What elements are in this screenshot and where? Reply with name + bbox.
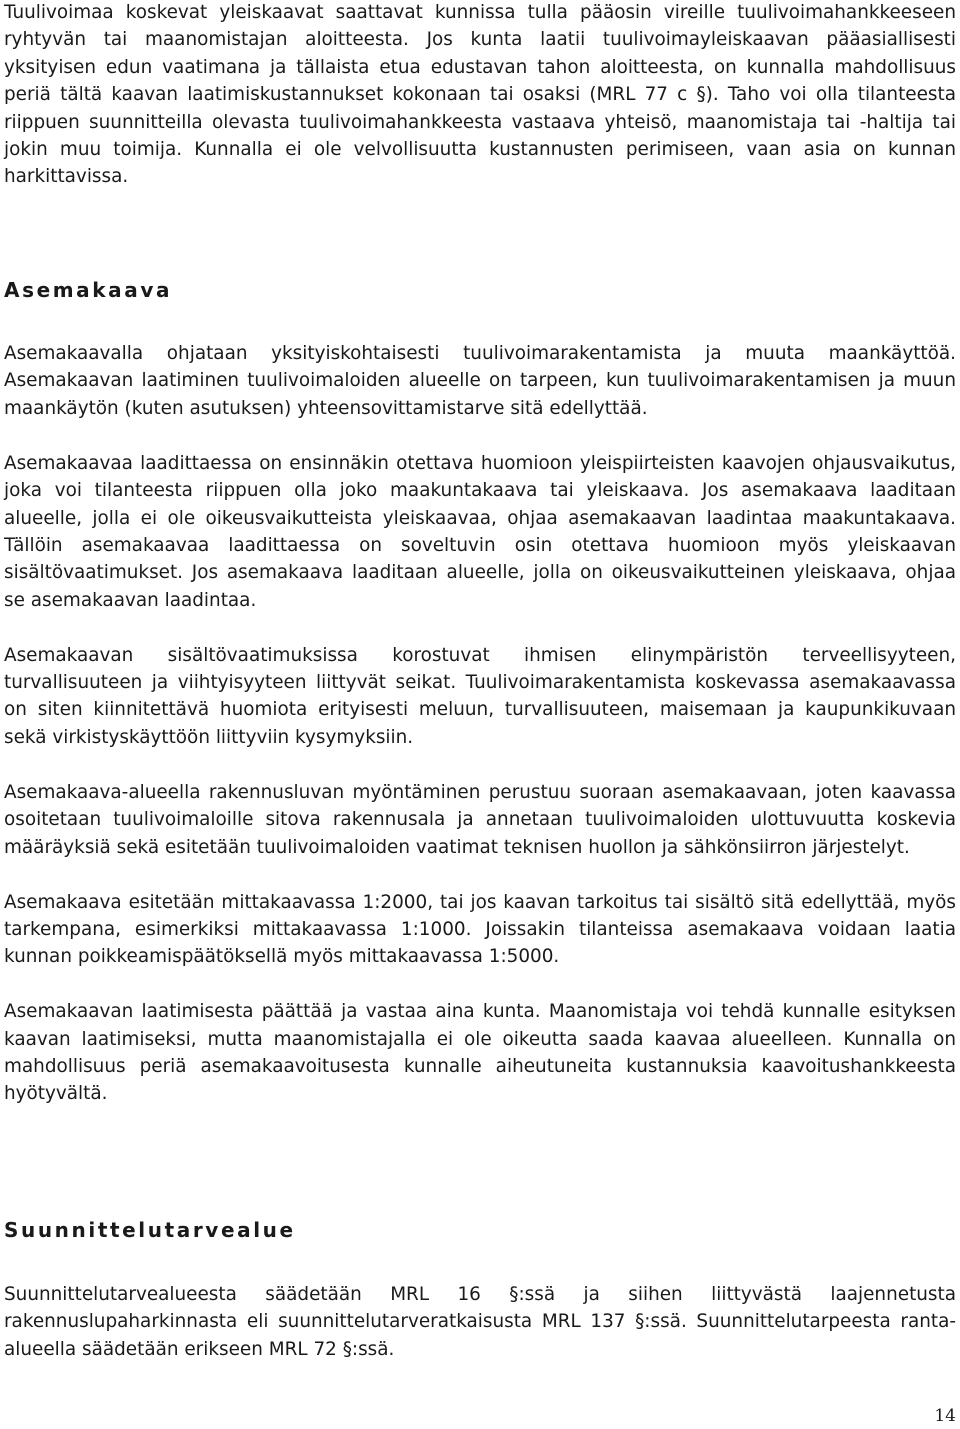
intro-paragraph: Tuulivoimaa koskevat yleiskaavat saattavat kunnissa tulla pääosin vireille tuulivoimahankkeeseen ryhtyvän tai maanomistajan aloitteesta. Jos kunta laatii tuulivoimayleiskaavan pääasiallisesti yksityisen edun vaatimana ja tällaista etua edustavan tahon aloitteesta, on kunnalla mahdollisuus periä tältä kaavan laatimiskustannukset kokonaan tai osaksi (MRL 77 c §). Taho voi olla tilanteesta riippuen suunnitteilla olevasta tuulivoimahankkeesta vastaava yhteisö, maanomistaja tai -haltija tai jokin muu toimija. Kunnalla ei ole velvollisuutta kustannusten perimiseen, vaan asia on kunnan harkittavissa. bbox=[4, 2, 956, 188]
page-number: 14 bbox=[934, 1406, 956, 1426]
paragraph: Asemakaavaa laadittaessa on ensinnäkin otettava huomioon yleispiirteisten kaavojen ohjausvaikutus, joka voi tilanteesta riippuen olla joko maakuntakaava tai yleiskaava. Jos asemakaava laaditaan alueelle, jolla ei ole oikeusvaikutteista yleiskaavaa, ohjaa asemakaavan laadintaa maakuntakaava. Tällöin asemakaavaa laadittaessa on soveltuvin osin otettava huomioon myös yleiskaavan sisältövaatimukset. Jos asemakaava laaditaan alueelle, jolla on oikeusvaikutteinen yleiskaava, ohjaa se asemakaavan laadintaa. bbox=[4, 452, 956, 611]
paragraph: Asemakaava-alueella rakennusluvan myöntäminen perustuu suoraan asemakaavaan, joten kaavassa osoitetaan tuulivoimaloille sitova rakennusala ja annetaan tuulivoimaloiden ulottuvuutta koskevia määräyksiä sekä esitetään tuulivoimaloiden vaatimat teknisen huollon ja sähkönsiirron järjestelyt. bbox=[4, 781, 956, 858]
paragraph: Asemakaavalla ohjataan yksityiskohtaisesti tuulivoimarakentamista ja muuta maankäyttöä. Asemakaavan laatiminen tuulivoimaloiden alueelle on tarpeen, kun tuulivoimarakentamisen ja muun maankäytön (kuten asutuksen) yhteensovittamistarve sitä edellyttää. bbox=[4, 343, 956, 419]
paragraph: Suunnittelutarvealueesta säädetään MRL 16 §:ssä ja siihen liittyvästä laajennetusta rakennuslupaharkinnasta eli suunnittelutarveratkaisusta MRL 137 §:ssä. Suunnittelutarpeesta ranta-alueella säädetään erikseen MRL 72 §:ssä. bbox=[4, 1284, 956, 1360]
section-heading-asemakaava: Asemakaava bbox=[4, 278, 173, 302]
section-heading-suunnittelutarvealue: Suunnittelutarvealue bbox=[4, 1218, 296, 1242]
paragraph: Asemakaava esitetään mittakaavassa 1:2000, tai jos kaavan tarkoitus tai sisältö sitä edellyttää, myös tarkempana, esimerkiksi mittakaavassa 1:1000. Joissakin tilanteissa asemakaava voidaan laatia kunnan poikkeamispäätöksellä myös mittakaavassa 1:5000. bbox=[4, 891, 956, 968]
section-body-asemakaava bbox=[4, 340, 956, 1108]
section-body-suunnittelutarvealue bbox=[4, 1281, 956, 1363]
paragraph: Asemakaavan laatimisesta päättää ja vastaa aina kunta. Maanomistaja voi tehdä kunnalle esityksen kaavan laatimiseksi, mutta maanomistajalla ei ole oikeutta saada kaavaa alueelleen. Kunnalla on mahdollisuus periä asemakaavoitusesta kunnalle aiheutuneita kustannuksia kaavoitushankkeesta hyötyvältä. bbox=[4, 1001, 956, 1105]
paragraph: Asemakaavan sisältövaatimuksissa korostuvat ihmisen elinympäristön terveellisyyteen, turvallisuuteen ja viihtyisyyteen liittyvät seikat. Tuulivoimarakentamista koskevassa asemakaavassa on siten kiinnitettävä huomiota erityisesti meluun, turvallisuuteen, maisemaan ja kaupunkikuvaan sekä virkistyskäyttöön liittyviin kysymyksiin. bbox=[4, 644, 956, 748]
